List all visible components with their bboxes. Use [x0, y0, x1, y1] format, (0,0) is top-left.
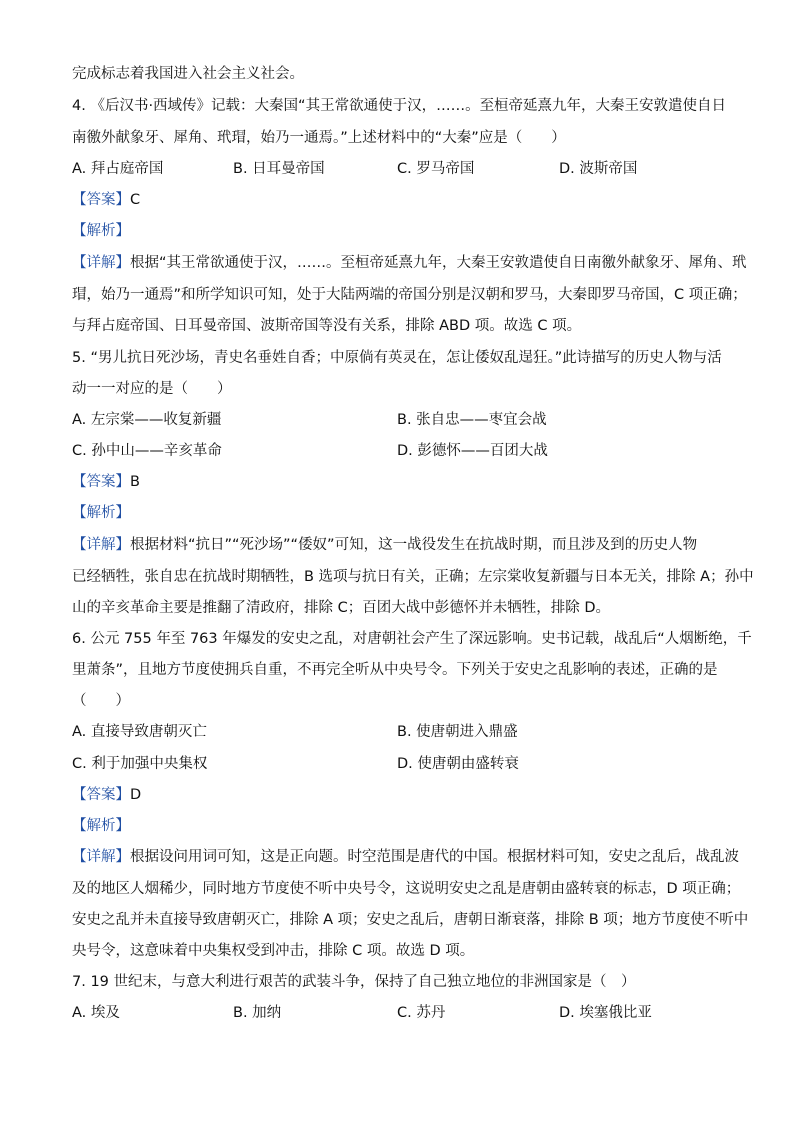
answer-label: 答案 [86, 474, 116, 490]
answer-label: 答案 [86, 787, 116, 803]
question-6-explanation [72, 847, 739, 867]
question-6-explanation-cont: 及的地区人烟稀少，同时地方节度使不听中央号令，这说明安史之乱是唐朝由盛转衰的标志，D 项正确； [72, 881, 741, 897]
text-line: 完成标志着我国进入社会主义社会。 [72, 66, 304, 82]
question-7-option-a: A. 埃及 [72, 1005, 120, 1021]
question-5-option-b: B. 张自忠——枣宜会战 [397, 412, 547, 428]
bracket-close: 】 [115, 474, 130, 490]
question-6-answer [72, 785, 141, 805]
bracket-close: 】 [115, 849, 130, 865]
bracket-open: 【 [72, 505, 87, 521]
question-4-analysis-header [72, 221, 130, 241]
detail-label: 详解 [86, 849, 116, 865]
bracket-open: 【 [72, 255, 87, 271]
explanation-text: 根据材料“抗日”“死沙场”“倭奴”可知，这一战役发生在抗战时期，而且涉及到的历史人物 [130, 537, 698, 553]
question-6-option-d: D. 使唐朝由盛转衰 [397, 756, 519, 772]
question-7-option-c: C. 苏丹 [397, 1005, 446, 1021]
question-6-stem: 6. 公元 755 年至 763 年爆发的安史之乱，对唐朝社会产生了深远影响。史书记载，战乱后“人烟断绝，千 [72, 631, 752, 647]
question-6-explanation-cont: 安史之乱并未直接导致唐朝灭亡，排除 A 项；安史之乱后，唐朝日渐衰落，排除 B 项；地方节度使不听中 [72, 912, 749, 928]
question-6-stem-cont: （ ） [72, 693, 130, 709]
bracket-open: 【 [72, 192, 87, 208]
question-4-answer [72, 190, 140, 210]
bracket-open: 【 [72, 787, 87, 803]
answer-value: C [130, 192, 141, 208]
question-5-analysis-header [72, 503, 130, 523]
answer-label: 答案 [86, 192, 116, 208]
bracket-open: 【 [72, 849, 87, 865]
question-4-option-c: C. 罗马帝国 [397, 161, 475, 177]
bracket-open: 【 [72, 818, 87, 834]
question-4-option-b: B. 日耳曼帝国 [233, 161, 325, 177]
question-6-option-b: B. 使唐朝进入鼎盛 [397, 724, 518, 740]
question-6-explanation-cont: 央号令，这意味着中央集权受到冲击，排除 C 项。故选 D 项。 [72, 943, 475, 959]
bracket-close: 】 [115, 818, 130, 834]
analysis-label: 解析 [86, 505, 116, 521]
question-4-explanation [72, 253, 747, 273]
question-5-explanation-cont: 山的辛亥革命主要是推翻了清政府，排除 C；百团大战中彭德怀并未牺牲，排除 D。 [72, 600, 611, 616]
question-5-option-a: A. 左宗棠——收复新疆 [72, 412, 222, 428]
question-5-stem-cont: 动一一对应的是（ ） [72, 381, 232, 397]
bracket-close: 】 [115, 223, 130, 239]
answer-value: B [130, 474, 140, 490]
bracket-open: 【 [72, 537, 87, 553]
question-5-explanation-cont: 已经牺牲，张自忠在抗战时期牺牲，B 选项与抗日有关，正确；左宗棠收复新疆与日本无关，排除 A；孙中 [72, 569, 754, 585]
explanation-text: 根据设问用词可知，这是正向题。时空范围是唐代的中国。根据材料可知，安史之乱后，战乱波 [130, 849, 739, 865]
analysis-label: 解析 [86, 818, 116, 834]
question-5-explanation [72, 535, 697, 555]
explanation-text: 根据“其王常欲通使于汉，……。至桓帝延熹九年，大秦王安敦遣使自日南徼外献象牙、犀角、玳 [130, 255, 747, 271]
bracket-open: 【 [72, 223, 87, 239]
analysis-label: 解析 [86, 223, 116, 239]
question-7-stem: 7. 19 世纪末，与意大利进行艰苦的武装斗争，保持了自己独立地位的非洲国家是（ ） [72, 974, 636, 990]
bracket-close: 】 [115, 537, 130, 553]
question-5-option-c: C. 孙中山——辛亥革命 [72, 443, 222, 459]
question-5-answer [72, 472, 140, 492]
bracket-close: 】 [115, 787, 130, 803]
question-4-option-a: A. 拜占庭帝国 [72, 161, 164, 177]
answer-value: D [130, 787, 142, 803]
bracket-close: 】 [115, 505, 130, 521]
question-4-explanation-cont: 与拜占庭帝国、日耳曼帝国、波斯帝国等没有关系，排除 ABD 项。故选 C 项。 [72, 318, 582, 334]
detail-label: 详解 [86, 255, 116, 271]
question-4-explanation-cont: 瑁，始乃一通焉”和所学知识可知，处于大陆两端的帝国分别是汉朝和罗马，大秦即罗马帝国，C 项正确； [72, 287, 747, 303]
question-6-option-c: C. 利于加强中央集权 [72, 756, 208, 772]
question-5-stem: 5. “男儿抗日死沙场，青史名垂姓自香；中原倘有英灵在，怎让倭奴乱逞狂。”此诗描写的历史人物与活 [72, 350, 722, 366]
question-7-option-d: D. 埃塞俄比亚 [559, 1005, 652, 1021]
question-6-option-a: A. 直接导致唐朝灭亡 [72, 724, 207, 740]
detail-label: 详解 [86, 537, 116, 553]
question-6-analysis-header [72, 816, 130, 836]
question-4-option-d: D. 波斯帝国 [559, 161, 638, 177]
bracket-close: 】 [115, 192, 130, 208]
question-7-option-b: B. 加纳 [233, 1005, 282, 1021]
bracket-open: 【 [72, 474, 87, 490]
question-5-option-d: D. 彭德怀——百团大战 [397, 443, 548, 459]
bracket-close: 】 [115, 255, 130, 271]
question-4-stem-cont: 南徼外献象牙、犀角、玳瑁，始乃一通焉。”上述材料中的“大秦”应是（ ） [72, 130, 566, 146]
question-4-stem: 4. 《后汉书·西域传》记载：大秦国“其王常欲通使于汉，……。至桓帝延熹九年，大秦王安敦遣使自日 [72, 98, 727, 114]
question-6-stem-cont: 里萧条”，且地方节度使拥兵自重，不再完全听从中央号令。下列关于安史之乱影响的表述，正确的是 [72, 662, 718, 678]
